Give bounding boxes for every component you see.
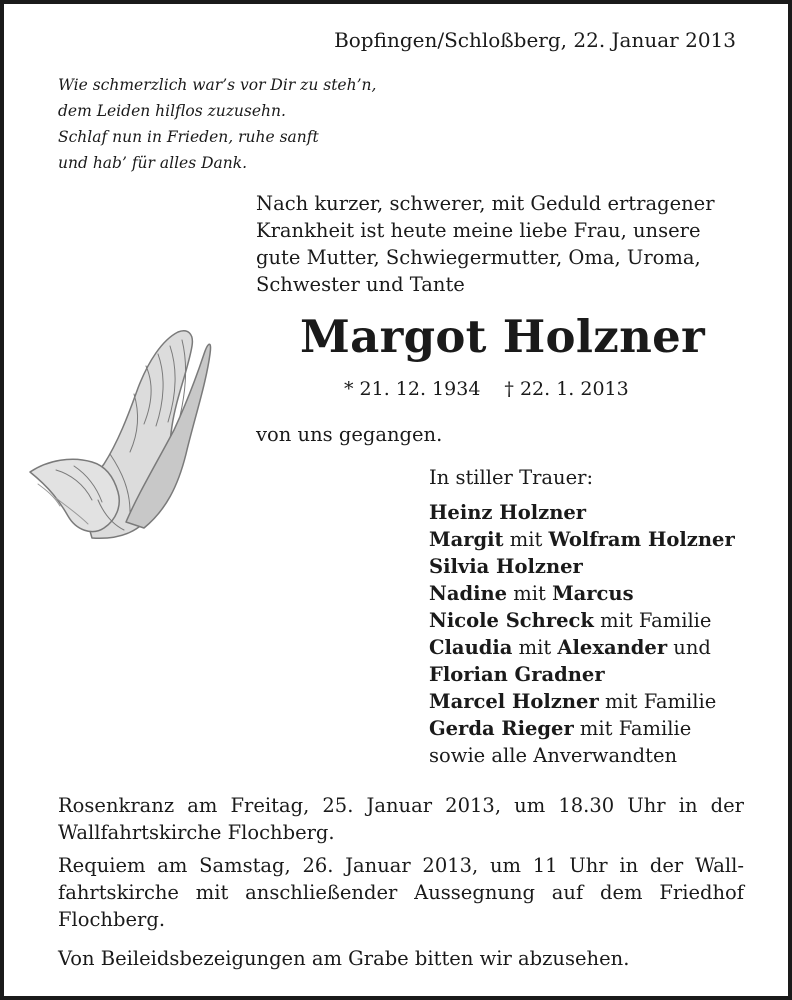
mourner-lines: [429, 499, 735, 769]
mourner-connector: mit: [512, 636, 558, 659]
deceased-name: Margot Holzner: [300, 310, 706, 363]
mourners-list: [429, 464, 735, 769]
mourner-connector: mit: [507, 582, 553, 605]
mourner-name: Nadine: [429, 582, 508, 605]
verse-line: Wie schmerzlich war’s vor Dir zu steh’n,: [58, 76, 377, 94]
praying-hands-icon: [26, 324, 212, 542]
place-date: Bopfingen/Schloßberg, 22. Januar 2013: [334, 28, 736, 52]
mourner-name: Silvia Holzner: [429, 555, 583, 578]
mourner-name: Wolfram Holzner: [548, 528, 735, 551]
intro-line: Krankheit ist heute meine liebe Frau, unsere: [256, 219, 701, 242]
rosary-notice: Rosenkranz am Freitag, 25. Januar 2013, um 18.30 Uhr in der Wallfahrtskirche Flochberg.: [58, 794, 744, 844]
requiem-notice: Requiem am Samstag, 26. Januar 2013, um 11 Uhr in der Wallfahrtskirche mit anschließender Aussegnung auf dem Friedhof Flochberg.: [58, 854, 744, 931]
mourner-line: [429, 499, 735, 526]
mourner-name: Claudia: [429, 636, 513, 659]
passed-away-text: von uns gegangen.: [256, 423, 443, 446]
mourners-heading: In stiller Trauer:: [429, 466, 594, 489]
mourner-name: Gerda Rieger: [429, 717, 574, 740]
mourner-line: [429, 607, 735, 634]
mourner-line: [429, 742, 735, 769]
mourner-name: Nicole Schreck: [429, 609, 594, 632]
mourner-name: Alexander: [557, 636, 668, 659]
mourner-line: [429, 715, 735, 742]
verse-line: und hab’ für alles Dank.: [58, 154, 248, 172]
life-dates: [344, 378, 629, 400]
mourner-connector: sowie alle Anverwandten: [429, 744, 678, 767]
mourner-line: [429, 526, 735, 553]
mourner-line: [429, 634, 735, 661]
intro-line: gute Mutter, Schwiegermutter, Oma, Uroma,: [256, 246, 701, 269]
mourner-name: Marcus: [552, 582, 634, 605]
intro-line: Schwester und Tante: [256, 273, 465, 296]
memorial-verse: [58, 72, 376, 176]
mourner-connector: und: [667, 636, 711, 659]
mourner-name: Heinz Holzner: [429, 501, 587, 524]
mourner-connector: mit: [503, 528, 549, 551]
intro-text: [256, 190, 715, 298]
intro-line: Nach kurzer, schwerer, mit Geduld ertragener: [256, 192, 715, 215]
mourner-line: [429, 580, 735, 607]
condolences-notice: Von Beileidsbezeigungen am Grabe bitten wir abzusehen.: [58, 947, 630, 970]
mourner-connector: mit Familie: [593, 609, 712, 632]
mourner-name: Florian Gradner: [429, 663, 605, 686]
mourner-connector: mit Familie: [598, 690, 717, 713]
mourner-line: [429, 688, 735, 715]
verse-line: dem Leiden hilflos zuzusehn.: [58, 102, 286, 120]
birth-date: * 21. 12. 1934: [344, 378, 481, 400]
mourner-name: Margit: [429, 528, 504, 551]
mourner-line: [429, 553, 735, 580]
mourner-connector: mit Familie: [573, 717, 692, 740]
mourner-name: Marcel Holzner: [429, 690, 599, 713]
verse-line: Schlaf nun in Frieden, ruhe sanft: [58, 128, 319, 146]
mourner-line: [429, 661, 735, 688]
death-date: † 22. 1. 2013: [504, 378, 629, 400]
